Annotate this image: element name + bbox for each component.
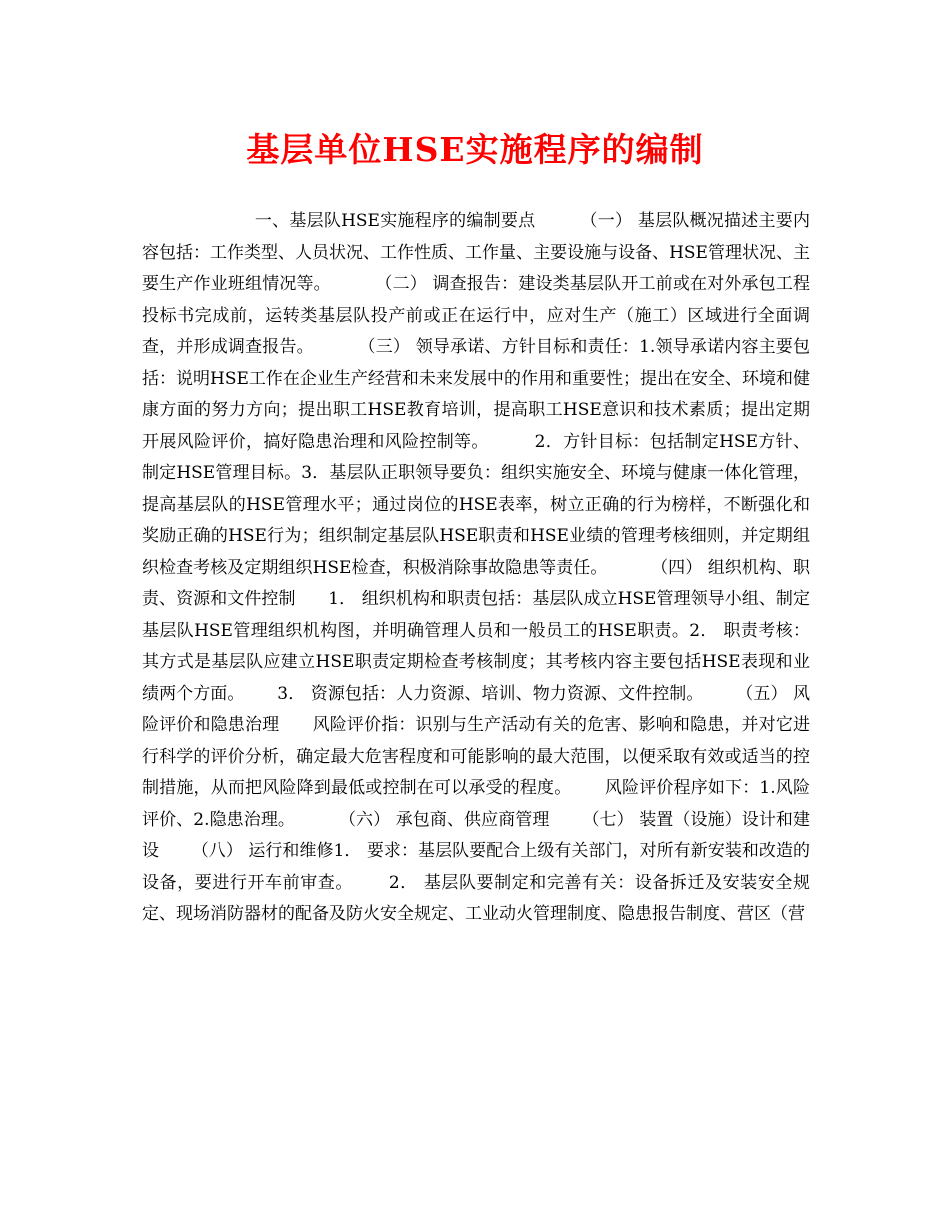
document-title: 基层单位HSE实施程序的编制 (246, 130, 704, 169)
document-body: 一、基层队HSE实施程序的编制要点 （一） 基层队概况描述主要内容包括：工作类型、人员状况、工作性质、工作量、主要设施与设备、HSE管理状况、主要生产作业班组情况等。 （二） 调查报告：建设类基层队开工前或在对外承包工程投标书完成前，运转类基层队投产前或正在运行中，应对生产（施工）区域进行全面调查，并形成调查报告。 （三） 领导承诺、方针目标和责任：1.领导承诺内容主要包括：说明HSE工作在企业生产经营和未来发展中的作用和重要性；提出在安全、环境和健康方面的努力方向；提出职工HSE教育培训，提高职工HSE意识和技术素质；提出定期开展风险评价，搞好隐患治理和风险控制等。 2．方针目标：包括制定HSE方针、制定HSE管理目标。3．基层队正职领导要负：组织实施安全、环境与健康一体化管理，提高基层队的HSE管理水平；通过岗位的HSE表率，树立正确的行为榜样，不断强化和奖励正确的HSE行为；组织制定基层队HSE职责和HSE业绩的管理考核细则，并定期组织检查考核及定期组织HSE检查，积极消除事故隐患等责任。 （四） 组织机构、职责、资源和文件控制 1． 组织机构和职责包括：基层队成立HSE管理领导小组、制定基层队HSE管理组织机构图，并明确管理人员和一般员工的HSE职责。2． 职责考核：其方式是基层队应建立HSE职责定期检查考核制度；其考核内容主要包括HSE表现和业绩两个方面。 3． 资源包括：人力资源、培训、物力资源、文件控制。 （五） 风险评价和隐患治理 风险评价指：识别与生产活动有关的危害、影响和隐患，并对它进行科学的评价分析，确定最大危害程度和可能影响的最大范围，以便采取有效或适当的控制措施，从而把风险降到最低或控制在可以承受的程度。 风险评价程序如下：1.风险评价、2.隐患治理。 （六） 承包商、供应商管理 （七） 装置（设施）设计和建设 （八） 运行和维修1． 要求：基层队要配合上级有关部门，对所有新安装和改造的设备，要进行开车前审查。 2． 基层队要制定和完善有关：设备拆迁及安装安全规定、现场消防器材的配备及防火安全规定、工业动火管理制度、隐患报告制度、营区（营 (142, 211, 811, 924)
